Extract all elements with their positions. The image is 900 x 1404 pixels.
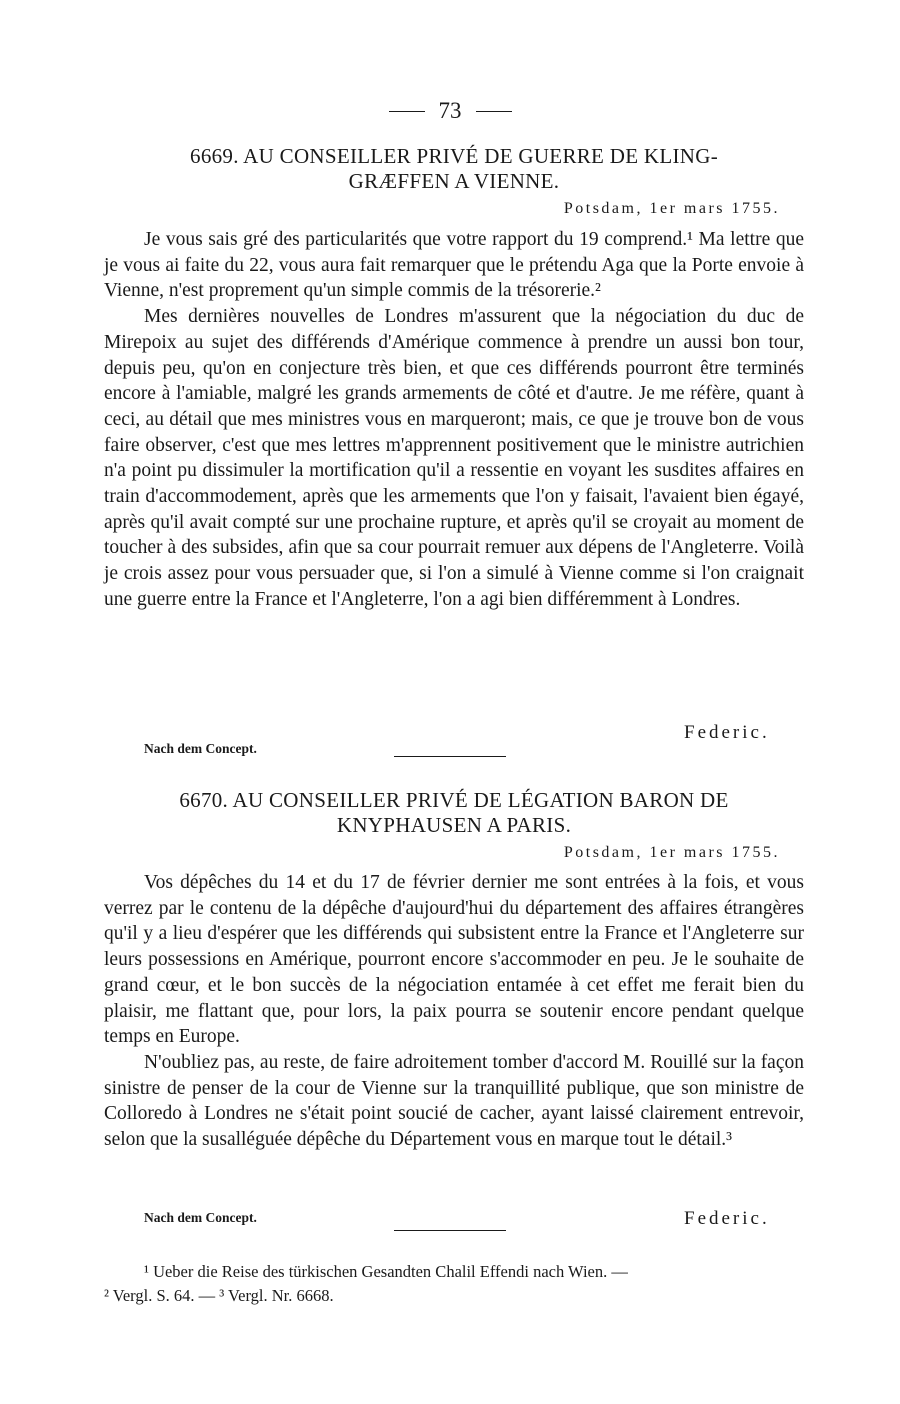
letter-6669-heading-line2: GRÆFFEN A VIENNE.: [348, 169, 560, 193]
letter-6669-source-note: Nach dem Concept.: [144, 741, 257, 756]
header-dash-left: [389, 111, 425, 112]
letter-6669-body: [104, 227, 804, 613]
letter-6670-heading-line1: 6670. AU CONSEILLER PRIVÉ DE LÉGATION BARON DE: [179, 788, 729, 812]
letter-6669-heading-line1: 6669. AU CONSEILLER PRIVÉ DE GUERRE DE KLING-: [190, 144, 718, 168]
footnotes: [104, 1260, 804, 1308]
letter-6669-paragraph-2: Mes dernières nouvelles de Londres m'assurent que la négociation du duc de Mirepoix au sujet des différends d'Amérique commence à prendre un aussi bon tour, depuis peu, qu'on en conjecture très bien, et que ces différends pourront être terminés encore à l'amiable, malgré les grands armements de côté et d'autre. Je me réfère, quant à ceci, au détail que mes ministres vous en marqueront; mais, ce que je trouve bon de vous faire observer, c'est que mes lettres m'apprennent positivement que le ministre autrichien n'a point pu dissimuler la mortification qu'il a ressentie en voyant les susdites affaires en train d'accommodement, après que les armements que l'on y faisait, l'avaient bien égayé, après qu'il avait compté sur une prochaine rupture, et après qu'il se croyait au moment de toucher à des subsides, afin que sa cour pourrait remuer aux dépens de l'Angleterre. Voilà je crois assez pour vous persuader que, si l'on a simulé à Vienne comme si l'on craignait une guerre entre la France et l'Angleterre, l'on a agi bien différemment à Londres.: [104, 306, 804, 610]
letter-6669-signature: Federic.: [684, 722, 770, 743]
letter-separator-2: [394, 1230, 506, 1231]
letter-6670-body: [104, 870, 804, 1153]
letter-6670-source-note: Nach dem Concept.: [144, 1210, 257, 1225]
letter-6669-dateline: Potsdam, 1er mars 1755.: [563, 200, 780, 217]
page-header: [340, 98, 560, 124]
letter-6669-heading: [104, 144, 804, 194]
letter-6670-heading: [104, 788, 804, 838]
footnote-line-1: ¹ Ueber die Reise des türkischen Gesandten Chalil Effendi nach Wien. —: [144, 1262, 628, 1281]
letter-6670-signature: Federic.: [684, 1208, 770, 1229]
footnote-line-2: ² Vergl. S. 64. — ³ Vergl. Nr. 6668.: [104, 1286, 334, 1305]
header-dash-right: [476, 111, 512, 112]
letter-separator-1: [394, 756, 506, 757]
letter-6670-paragraph-2: N'oubliez pas, au reste, de faire adroitement tomber d'accord M. Rouillé sur la façon sinistre de penser de la cour de Vienne sur la tranquillité publique, que son ministre de Colloredo à Londres ne s'était point soucié de cacher, ayant laissé clairement entrevoir, selon que la susalléguée dépêche du Département vous en marque tout le détail.³: [104, 1051, 804, 1151]
letter-6670-dateline: Potsdam, 1er mars 1755.: [563, 844, 780, 861]
letter-6670-paragraph-1: Vos dépêches du 14 et du 17 de février dernier me sont entrées à la fois, et vous verrez par le contenu de la dépêche d'aujourd'hui du département des affaires étrangères qu'il y a lieu d'espérer que les différends qui subsistent entre la France et l'Angleterre sur leurs possessions en Amérique, pourront encore s'accommoder en peu. Je le souhaite de grand cœur, et le bon succès de la négociation entamée à cet effet me ferait bien du plaisir, me flattant que, pour lors, la paix pourra se soutenir encore pendant quelque temps en Europe.: [104, 872, 804, 1048]
letter-6669-paragraph-1: Je vous sais gré des particularités que votre rapport du 19 comprend.¹ Ma lettre que je vous ai faite du 22, vous aura fait remarquer que le prétendu Aga que la Porte envoie à Vienne, n'est proprement qu'un simple commis de la trésorerie.²: [104, 229, 804, 302]
page-number: 73: [438, 98, 462, 123]
letter-6670-heading-line2: KNYPHAUSEN A PARIS.: [336, 813, 572, 837]
